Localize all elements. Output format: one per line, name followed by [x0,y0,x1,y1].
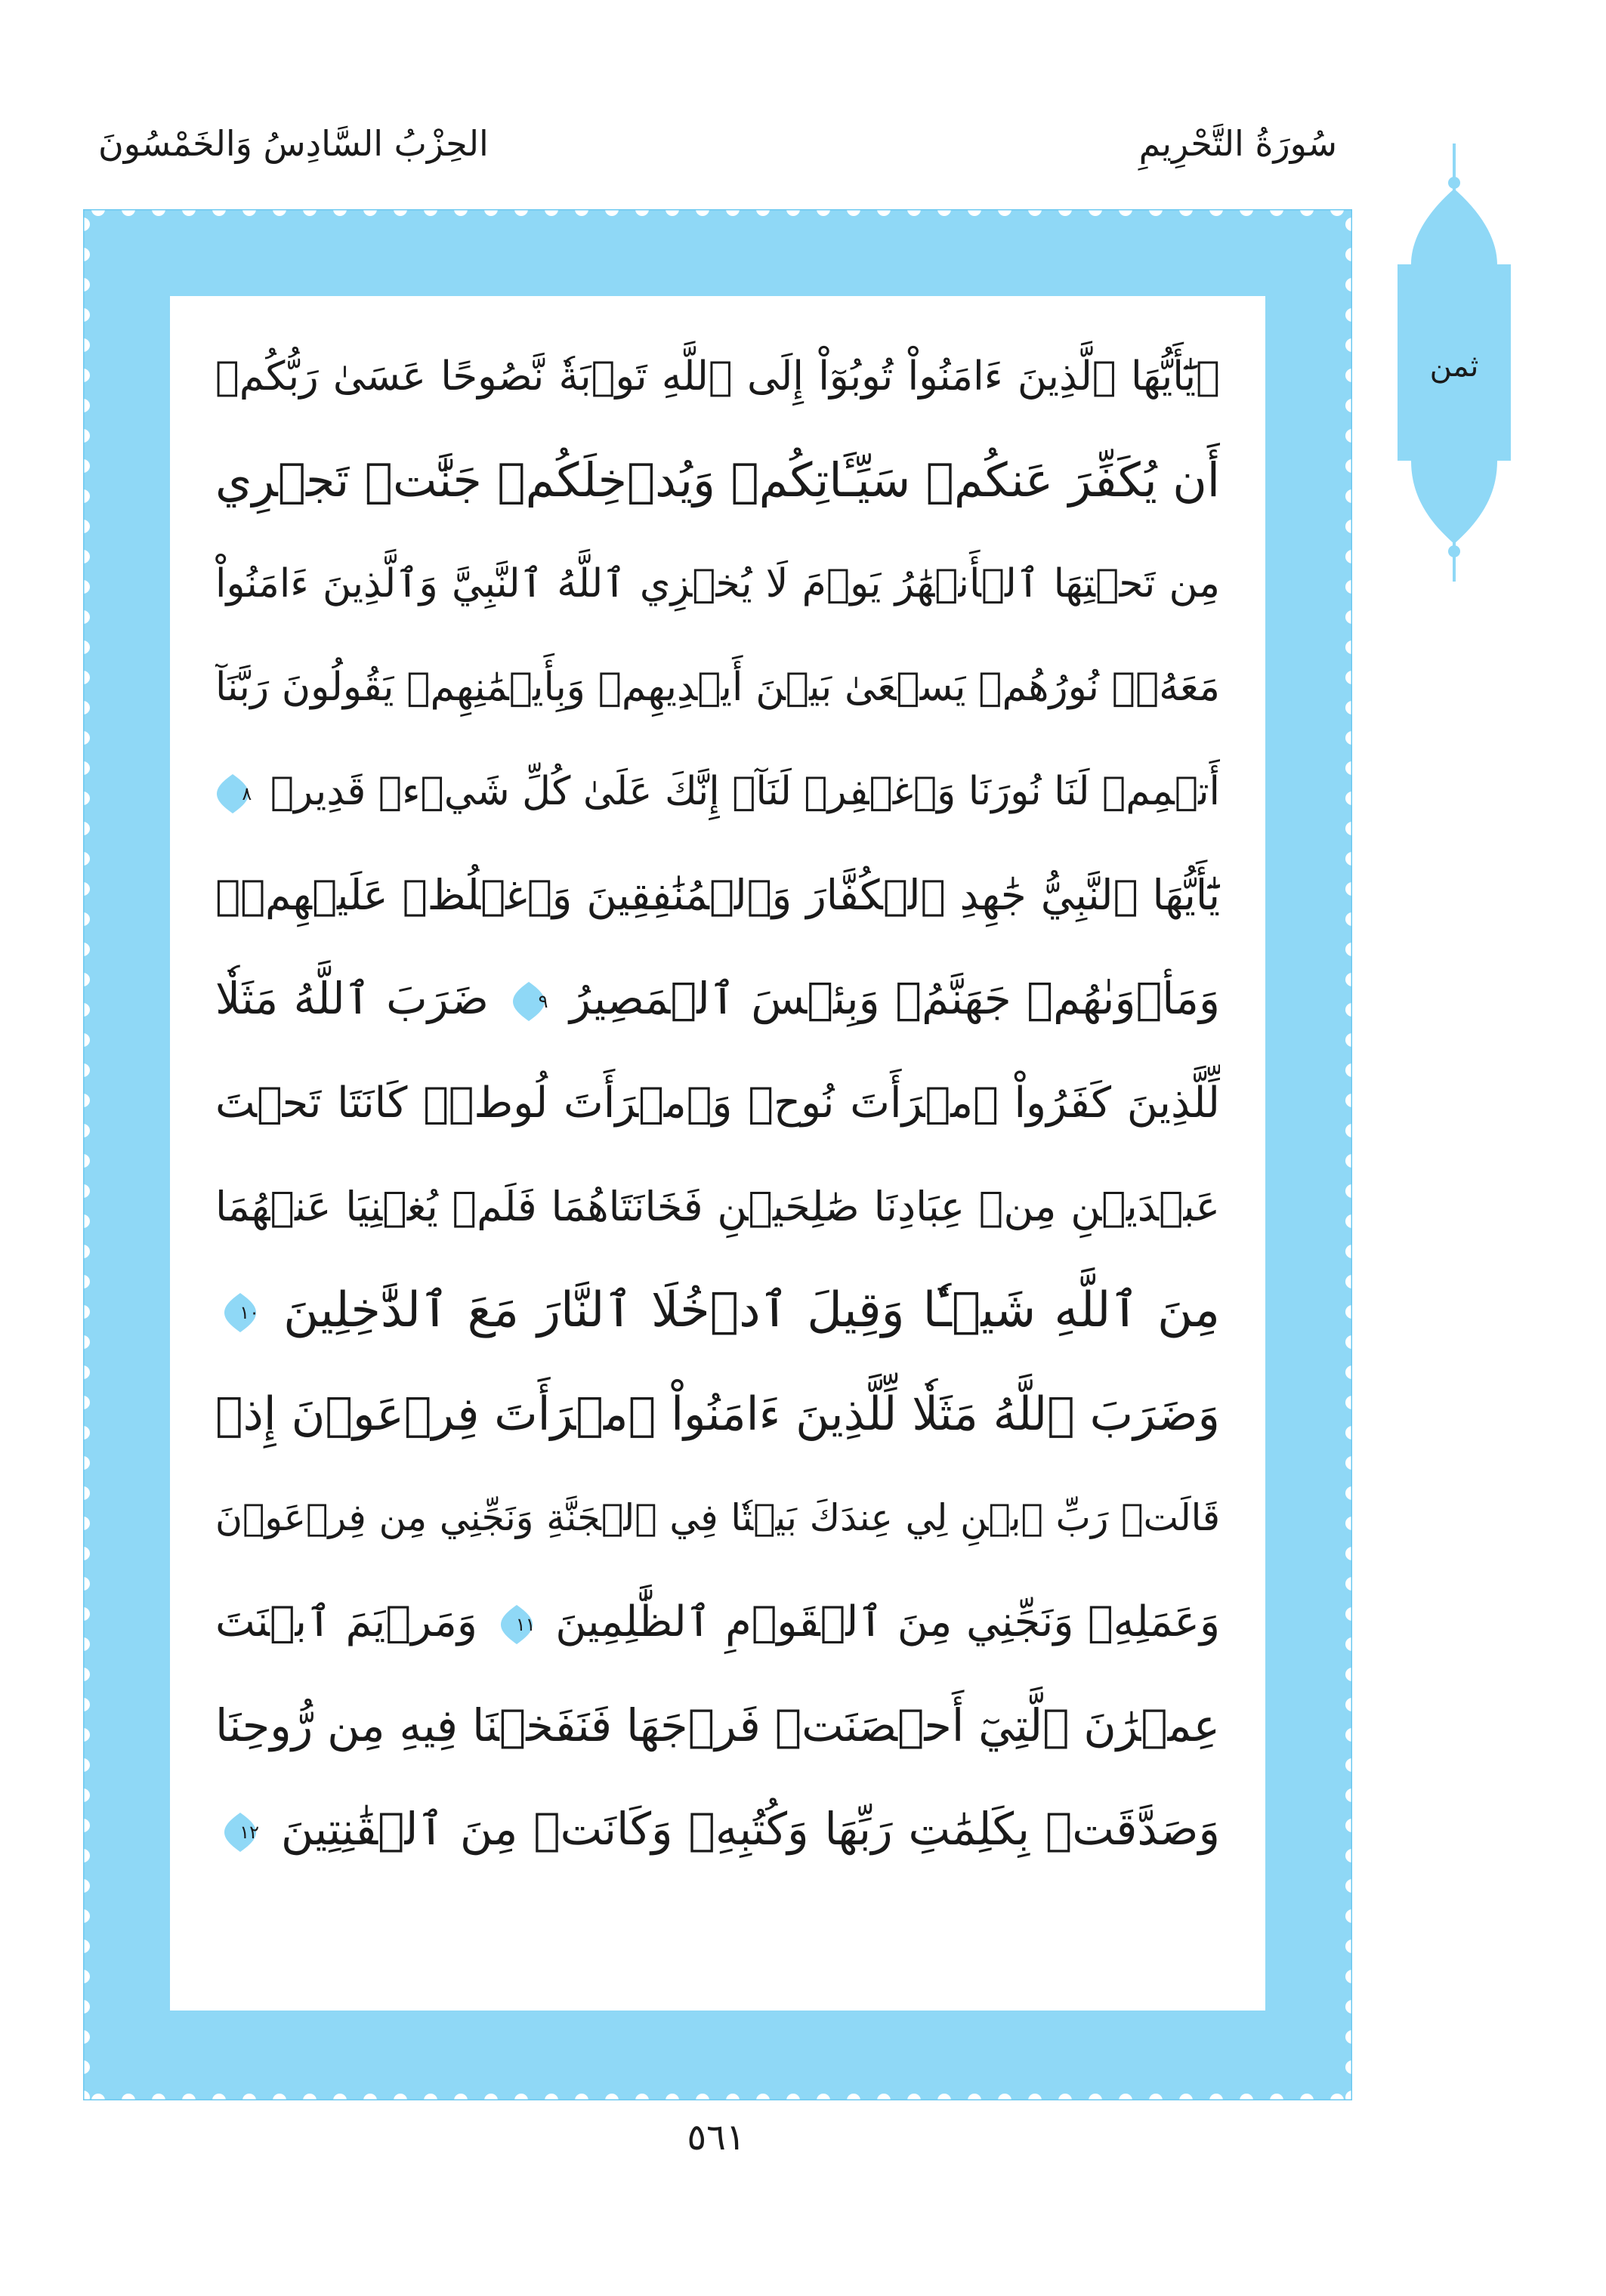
page-header [98,113,1337,181]
ayah-number: ١٢ [239,1822,259,1844]
verse-line [215,428,1220,532]
verse-text: لِّلَّذِينَ كَفَرُواْ ٱمۡرَأَتَ نُوحٖ وَٱمۡرَأَتَ لُوطٖۖ كَانَتَا تَحۡتَ [215,1078,1220,1128]
verse-text: مَعَهُۥۖ نُورُهُمۡ يَسۡعَىٰ بَيۡنَ أَيۡدِيهِمۡ وَبِأَيۡمَٰنِهِمۡ يَقُولُونَ رَبَّنَآ [215,665,1220,711]
ayah-number-marker [510,980,548,1023]
verse-text: ۞يَٰٓأَيُّهَا ٱلَّذِينَ ءَامَنُواْ تُوبُوٓاْ إِلَى ٱللَّهِ تَوۡبَةٗ نَّصُوحًا عَسَىٰ رَبُّكُمۡ [215,353,1220,400]
verse-line [215,740,1220,844]
verse-line [215,1777,1220,1881]
surah-title: سُورَةُ التَّحْرِيمِ [1138,123,1337,164]
verse-text: مِنَ ٱللَّهِ شَيۡـٔٗا وَقِيلَ ٱدۡخُلَا ٱلنَّارَ مَعَ ٱلدَّٰخِلِينَ [283,1282,1220,1338]
hizb-title: الحِزْبُ السَّادِسُ وَالخَمْسُونَ [98,123,489,164]
ayah-number: ١٠ [239,1301,259,1323]
verse-text: قَالَتۡ رَبِّ ٱبۡنِ لِي عِندَكَ بَيۡتٗا فِي ٱلۡجَنَّةِ وَنَجِّنِي مِن فِرۡعَوۡنَ [215,1496,1220,1540]
thumun-label: ثمن [1429,349,1479,384]
verse-text: أَتۡمِمۡ لَنَا نُورَنَا وَٱغۡفِرۡ لَنَآۖ إِنَّكَ عَلَىٰ كُلِّ شَيۡءٖ قَدِيرٞ [270,768,1220,814]
verse-text: أَن يُكَفِّرَ عَنكُمۡ سَيِّـَٔاتِكُمۡ وَيُدۡخِلَكُمۡ جَنَّٰتٖ تَجۡرِي [215,452,1220,508]
verse-line [215,1570,1220,1674]
page-number [0,2111,1606,2164]
verse-line [215,1362,1220,1466]
verse-line [215,636,1220,739]
verse-text: يَٰٓأَيُّهَا ٱلنَّبِيُّ جَٰهِدِ ٱلۡكُفَّارَ وَٱلۡمُنَٰفِقِينَ وَٱغۡلُظۡ عَلَيۡهِمۡۚ [215,870,1220,919]
verse-line [215,1466,1220,1569]
verse-line [215,1259,1220,1362]
ayah-number: ٩ [538,991,548,1013]
verse-text: عَبۡدَيۡنِ مِنۡ عِبَادِنَا صَٰلِحَيۡنِ فَخَانَتَاهُمَا فَلَمۡ يُغۡنِيَا عَنۡهُمَا [215,1183,1220,1231]
verse-text: وَضَرَبَ ٱللَّهُ مَثَلٗا لِّلَّذِينَ ءَامَنُواْ ٱمۡرَأَتَ فِرۡعَوۡنَ إِذۡ [215,1387,1220,1441]
verse-text: وَمَأۡوَىٰهُمۡ جَهَنَّمُۖ وَبِئۡسَ ٱلۡمَصِيرُ [569,973,1220,1025]
verse-line [215,1155,1220,1258]
verse-text: مِن تَحۡتِهَا ٱلۡأَنۡهَٰرُ يَوۡمَ لَا يُخۡزِي ٱللَّهُ ٱلنَّبِيَّ وَٱلَّذِينَ ءَامَنُواْ [215,560,1220,606]
ayah-number-marker [221,1292,259,1334]
ayah-number-marker [221,1811,259,1853]
verse-line [215,325,1220,428]
ayah-number-marker [215,773,252,815]
verse-text: ضَرَبَ ٱللَّهُ مَثَلٗا [215,973,489,1025]
ayah-number: ١١ [515,1613,536,1635]
verse-text: وَعَمَلِهِۦ وَنَجِّنِي مِنَ ٱلۡقَوۡمِ ٱلظَّٰلِمِينَ [555,1597,1220,1646]
verse-line [215,1674,1220,1777]
verse-block [215,325,1220,1986]
ayah-number: ٨ [242,782,252,804]
verse-line [215,1051,1220,1155]
verse-line [215,532,1220,636]
verse-text: وَصَدَّقَتۡ بِكَلِمَٰتِ رَبِّهَا وَكُتُبِهِۦ وَكَانَتۡ مِنَ ٱلۡقَٰنِتِينَ [280,1803,1220,1856]
verse-line [215,947,1220,1051]
page-number-text: ٥٦١ [687,2116,746,2159]
verse-line [215,844,1220,947]
verse-text: وَمَرۡيَمَ ٱبۡنَتَ [215,1597,477,1646]
verse-text: عِمۡرَٰنَ ٱلَّتِيٓ أَحۡصَنَتۡ فَرۡجَهَا فَنَفَخۡنَا فِيهِ مِن رُّوحِنَا [215,1699,1220,1752]
ayah-number-marker [498,1603,536,1646]
